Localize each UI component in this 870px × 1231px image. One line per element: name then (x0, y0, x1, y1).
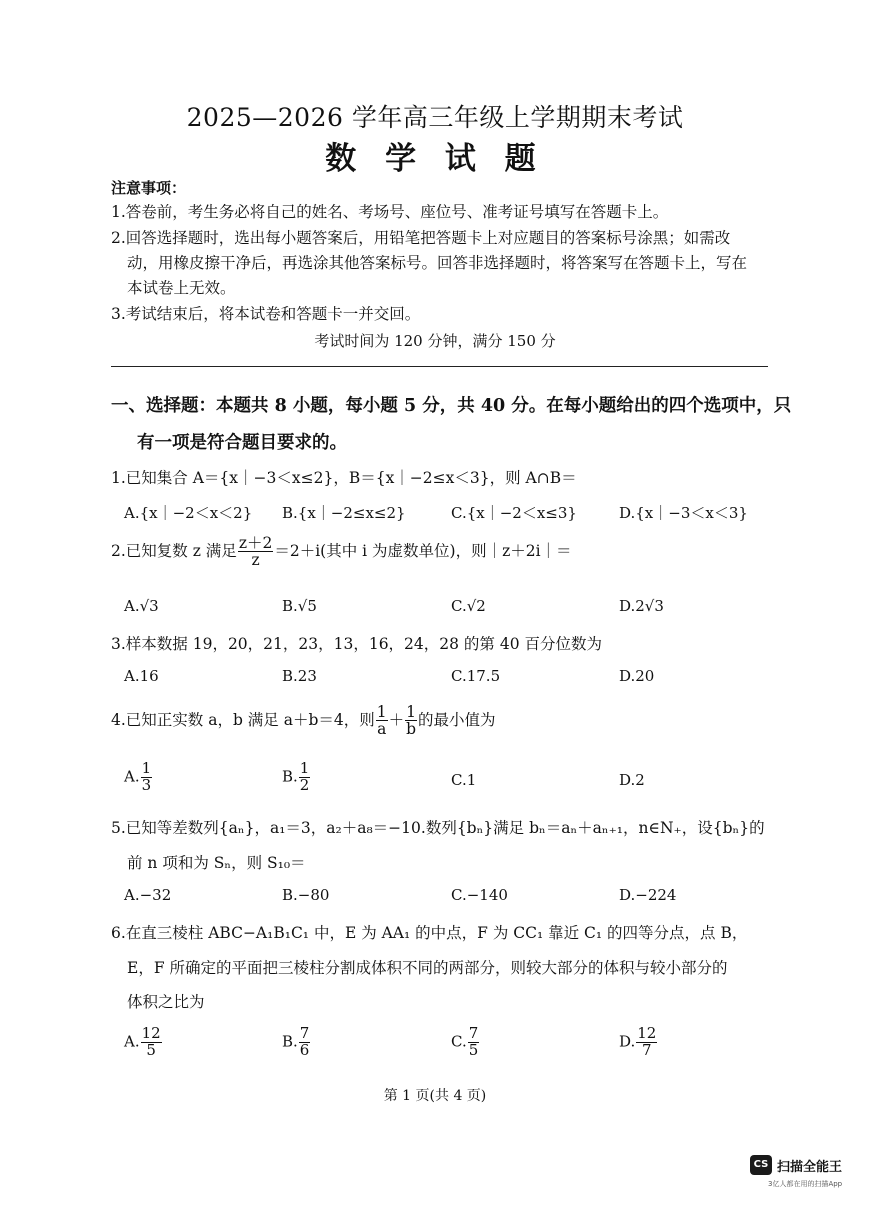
q4-option-d: D.2 (619, 771, 645, 789)
q2-option-d: D.2√3 (619, 597, 664, 615)
question-6-line2: E，F 所确定的平面把三棱柱分割成体积不同的两部分，则较大部分的体积与较小部分的 (127, 959, 728, 977)
q4-option-a (124, 761, 153, 794)
q5-option-c: C.−140 (451, 886, 508, 904)
q2-option-b: B.√5 (282, 597, 317, 615)
exam-time-info: 考试时间为 120 分钟，满分 150 分 (314, 332, 556, 350)
q4-fraction-2 (405, 704, 417, 738)
exam-title: 2025—2026 学年高三年级上学期期末考试 (186, 103, 684, 132)
q4-option-c: C.1 (451, 771, 477, 789)
notice-item: 动，用橡皮擦干净后，再选涂其他答案标号。回答非选择题时，将答案写在答题卡上，写在 (127, 254, 748, 272)
watermark-tagline: 3亿人都在用的扫描App (768, 1180, 843, 1188)
q1-option-a: A.{x｜−2＜x＜2} (124, 504, 253, 522)
divider-line (111, 366, 768, 367)
frac-num: 12 (141, 1024, 161, 1042)
q2-option-a: A.√3 (124, 597, 159, 615)
q2-frac-den: z (251, 551, 260, 570)
q3-option-d: D.20 (619, 667, 655, 685)
q4-fraction-1 (376, 704, 388, 738)
option-label: A. (124, 1032, 140, 1051)
frac-den: 5 (468, 1040, 479, 1059)
q6-option-c (451, 1026, 480, 1059)
q2-suffix: ＝2＋i(其中 i 为虚数单位)，则｜z＋2i｜＝ (274, 541, 572, 560)
q4-frac1-num: 1 (376, 703, 387, 721)
q1-option-d: D.{x｜−3＜x＜3} (619, 504, 748, 522)
notice-item: 1.答卷前，考生务必将自己的姓名、考场号、座位号、准考证号填写在答题卡上。 (111, 203, 669, 221)
frac-den: 2 (299, 775, 310, 794)
question-6-line3: 体积之比为 (127, 993, 205, 1011)
notice-heading: 注意事项： (111, 179, 187, 197)
option-label: D. (619, 1032, 636, 1051)
q2-option-c: C.√2 (451, 597, 486, 615)
notice-item: 2.回答选择题时，选出每小题答案后，用铅笔把答题卡上对应题目的答案标号涂黑；如需改 (111, 229, 731, 247)
option-label: C. (451, 1032, 467, 1051)
option-label: B. (282, 1032, 298, 1051)
question-3-stem: 3.样本数据 19，20，21，23，13，16，24，28 的第 40 百分位数为 (111, 635, 603, 653)
frac-num: 7 (468, 1024, 479, 1042)
frac-num: 1 (299, 759, 310, 777)
q6-option-d (619, 1026, 658, 1059)
notice-item: 3.考试结束后，将本试卷和答题卡一并交回。 (111, 305, 421, 323)
question-2-stem (111, 535, 572, 569)
exam-subject-title: 数 学 试 题 (325, 141, 545, 177)
option-label: A. (124, 767, 140, 786)
frac-den: 7 (642, 1040, 652, 1059)
question-5-line2: 前 n 项和为 Sₙ，则 S₁₀＝ (127, 854, 306, 872)
q3-option-b: B.23 (282, 667, 317, 685)
q1-option-c: C.{x｜−2＜x≤3} (451, 504, 577, 522)
q4-frac1-den: a (377, 720, 387, 739)
frac-den: 6 (299, 1040, 310, 1059)
q5-option-d: D.−224 (619, 886, 677, 904)
frac-den: 3 (141, 775, 152, 794)
section-heading: 一、选择题：本题共 8 小题，每小题 5 分，共 40 分。在每小题给出的四个选项中，只 (111, 396, 792, 416)
q6-option-a (124, 1026, 163, 1059)
q4-prefix: 4.已知正实数 a，b 满足 a＋b＝4，则 (111, 710, 375, 729)
frac-den: 5 (146, 1040, 156, 1059)
q3-option-c: C.17.5 (451, 667, 501, 685)
q4-suffix: 的最小值为 (418, 710, 496, 729)
question-5-line1: 5.已知等差数列{aₙ}，a₁＝3，a₂＋a₈＝−10.数列{bₙ}满足 bₙ＝aₙ＋aₙ₊₁，n∈N₊，设{bₙ}的 (111, 819, 765, 837)
q2-fraction (238, 535, 274, 569)
q6-option-b (282, 1026, 311, 1059)
q2-prefix: 2.已知复数 z 满足 (111, 541, 237, 560)
q1-option-b: B.{x｜−2≤x≤2} (282, 504, 406, 522)
q4-plus: ＋ (388, 710, 405, 729)
frac-num: 7 (299, 1024, 310, 1042)
q5-option-b: B.−80 (282, 886, 330, 904)
question-4-stem (111, 704, 496, 738)
q3-option-a: A.16 (124, 667, 159, 685)
option-label: B. (282, 767, 298, 786)
q4-frac2-num: 1 (406, 703, 417, 721)
question-1-stem: 1.已知集合 A＝{x｜−3＜x≤2}，B＝{x｜−2≤x＜3}，则 A∩B＝ (111, 469, 577, 487)
notice-item: 本试卷上无效。 (127, 279, 236, 297)
q4-frac2-den: b (406, 720, 417, 739)
watermark-name: 扫描全能王 (777, 1160, 843, 1175)
frac-num: 12 (637, 1024, 657, 1042)
q4-option-b (282, 761, 311, 794)
q2-frac-num: z＋2 (238, 534, 273, 552)
camscanner-logo-icon: CS (750, 1155, 772, 1175)
q5-option-a: A.−32 (124, 886, 172, 904)
frac-num: 1 (141, 759, 152, 777)
section-heading-cont: 有一项是符合题目要求的。 (137, 433, 347, 453)
question-6-line1: 6.在直三棱柱 ABC−A₁B₁C₁ 中，E 为 AA₁ 的中点，F 为 CC₁ 靠近 C₁ 的四等分点，点 B， (111, 924, 748, 942)
page-number: 第 1 页(共 4 页) (383, 1088, 487, 1104)
